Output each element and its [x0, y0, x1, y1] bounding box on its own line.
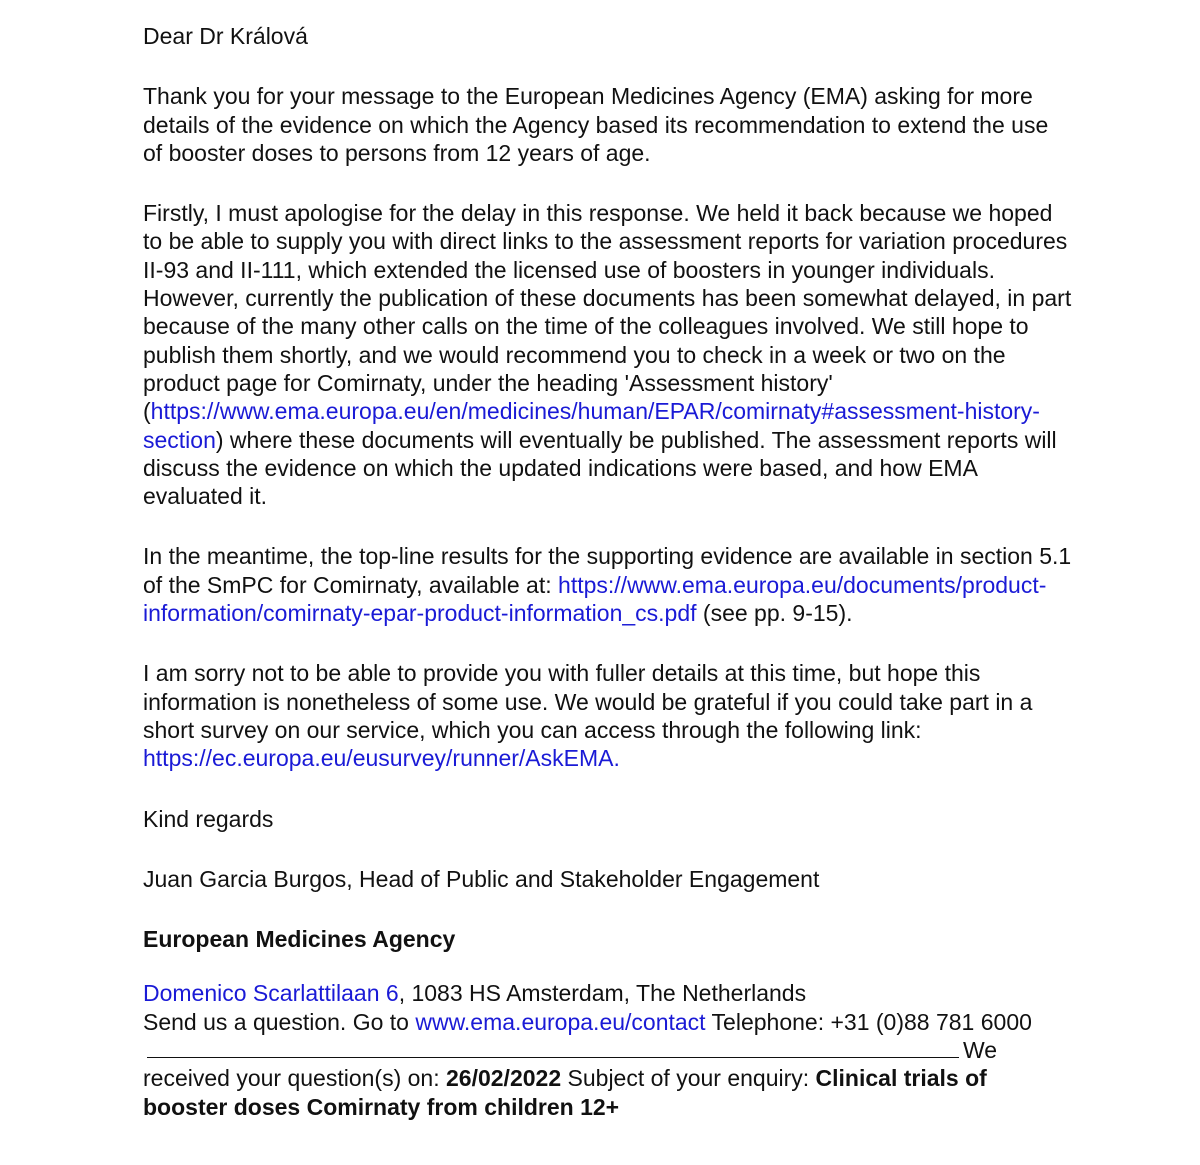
- agency-name: [143, 925, 1073, 953]
- received-date: 26/02/2022: [446, 1065, 562, 1092]
- paragraph-apology: [143, 199, 1073, 510]
- assessment-history-link[interactable]: https://www.ema.europa.eu/en/medicines/human/EPAR/comirnaty#assessment-history-section: [143, 398, 1040, 453]
- smpc-pdf-link[interactable]: https://www.ema.europa.eu/documents/product-information/comirnaty-epar-product-information_cs.pdf: [143, 571, 1047, 627]
- telephone: Telephone: +31 (0)88 781 6000: [705, 1008, 1032, 1035]
- received-prefix: We received your question(s) on:: [143, 1037, 998, 1092]
- survey-link[interactable]: https://ec.europa.eu/eusurvey/runner/AskEMA.: [143, 745, 620, 772]
- paragraph-thanks: Thank you for your message to the European Medicines Agency (EMA) asking for more details of the evidence on which the Agency based its recommendation to extend the use of booster doses to persons from 12 years of age.: [143, 83, 1049, 166]
- paragraph-survey: [143, 659, 1073, 772]
- paragraph-smpc: [143, 542, 1073, 627]
- contact-link[interactable]: www.ema.europa.eu/contact: [415, 1008, 706, 1035]
- closing: Kind regards: [143, 805, 274, 832]
- smpc-text: In the meantime, the top-line results for the supporting evidence are available in section 5.1 of the SmPC for Comirnaty, available at:: [143, 543, 1072, 598]
- smpc-text-end: (see pp. 9-15).: [696, 600, 853, 627]
- survey-text: I am sorry not to be able to provide you with fuller details at this time, but hope this information is nonetheless of some use. We would be grateful if you could take part in a short survey on our service, which you can access through the following link:: [143, 660, 1033, 743]
- footer-contact: [143, 1008, 1073, 1121]
- apology-text: Firstly, I must apologise for the delay in this response. We held it back because we hoped to be able to supply you with direct links to the assessment reports for variation procedures II-93 and II-111, which extended the licensed use of boosters in younger individuals. However, currently the publication of these documents has been somewhat delayed, in part because of the many other calls on the time of the colleagues involved. We still hope to publish them shortly, and we would recommend you to check in a week or two on the product page for Comirnaty, under the heading 'Assessment history' (: [143, 200, 1072, 425]
- apology-text-end: ) where these documents will eventually be published. The assessment reports will discuss the evidence on which the updated indications were based, and how EMA evaluated it.: [143, 426, 1057, 510]
- enquiry-subject: Clinical trials of booster doses Comirnaty from children 12+: [143, 1065, 987, 1120]
- contact-prefix: Send us a question. Go to: [143, 1008, 416, 1035]
- divider-rule: [147, 1037, 959, 1058]
- signature: Juan Garcia Burgos, Head of Public and Stakeholder Engagement: [143, 865, 820, 892]
- letter-body: [143, 22, 1073, 1121]
- address-rest: , 1083 HS Amsterdam, The Netherlands: [398, 980, 807, 1007]
- address-link[interactable]: Domenico Scarlattilaan 6: [143, 980, 399, 1007]
- salutation: Dear Dr Králová: [143, 23, 308, 49]
- subject-prefix: Subject of your enquiry:: [561, 1065, 816, 1092]
- agency-name-text: European Medicines Agency: [143, 926, 456, 953]
- footer-address: [143, 979, 1073, 1007]
